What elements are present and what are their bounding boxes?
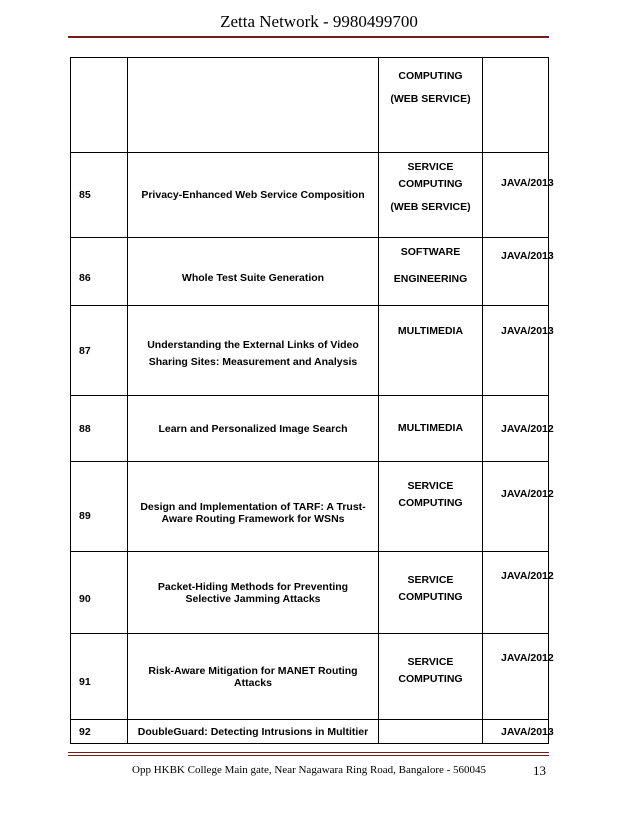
project-domain	[379, 306, 483, 396]
project-tech: JAVA/2013	[483, 153, 549, 238]
domain-line: SOFTWARE	[400, 246, 461, 258]
project-number: 91	[71, 634, 128, 720]
domain-line: ENGINEERING	[393, 273, 468, 285]
project-title: Privacy-Enhanced Web Service Composition	[128, 153, 379, 238]
project-tech: JAVA/2012	[483, 396, 549, 462]
project-domain	[379, 552, 483, 634]
project-number: 86	[71, 238, 128, 306]
project-title: Design and Implementation of TARF: A Trust-Aware Routing Framework for WSNs	[128, 462, 379, 552]
domain-line: COMPUTING	[398, 673, 463, 685]
table-row	[71, 634, 549, 720]
project-table	[70, 57, 554, 744]
project-domain	[379, 720, 483, 744]
project-number: 89	[71, 462, 128, 552]
table-row	[71, 238, 549, 306]
project-tech: JAVA/2012	[483, 634, 549, 720]
project-domain	[379, 396, 483, 462]
project-domain	[379, 238, 483, 306]
project-number: 88	[71, 396, 128, 462]
project-title: Whole Test Suite Generation	[128, 238, 379, 306]
domain-line: COMPUTING	[398, 70, 463, 82]
project-number: 87	[71, 306, 128, 396]
footer-rule	[68, 752, 549, 756]
table-row	[71, 306, 549, 396]
project-number: 90	[71, 552, 128, 634]
project-tech: JAVA/2012	[483, 552, 549, 634]
table-row	[71, 153, 549, 238]
domain-line: COMPUTING	[398, 591, 463, 603]
domain-line: SERVICE	[407, 161, 454, 173]
project-tech: JAVA/2012	[483, 462, 549, 552]
footer-address: Opp HKBK College Main gate, Near Nagawara Ring Road, Bangalore - 560045	[132, 764, 487, 776]
domain-line: SERVICE	[407, 656, 454, 668]
project-tech: JAVA/2013	[483, 720, 549, 744]
domain-line: SERVICE	[407, 480, 454, 492]
domain-line: COMPUTING	[398, 178, 463, 190]
table-row	[71, 396, 549, 462]
domain-line: (WEB SERVICE)	[390, 93, 471, 105]
page-number: 13	[533, 763, 546, 778]
page-header: Zetta Network - 9980499700	[220, 12, 418, 31]
project-title	[128, 306, 379, 396]
header-rule	[68, 36, 549, 38]
project-tech	[483, 58, 549, 153]
domain-line: SERVICE	[407, 574, 454, 586]
table-row	[71, 462, 549, 552]
project-title: Risk-Aware Mitigation for MANET Routing Attacks	[128, 634, 379, 720]
project-domain	[379, 462, 483, 552]
table-row	[71, 552, 549, 634]
project-title: Learn and Personalized Image Search	[128, 396, 379, 462]
domain-line: MULTIMEDIA	[397, 325, 464, 337]
title-text: Understanding the External Links of Video Sharing Sites: Measurement and Analysis	[147, 338, 359, 368]
project-number	[71, 58, 128, 153]
domain-line: (WEB SERVICE)	[390, 201, 471, 213]
table-row	[71, 720, 549, 744]
project-number: 85	[71, 153, 128, 238]
project-title: DoubleGuard: Detecting Intrusions in Multitier	[128, 720, 379, 744]
project-title	[128, 58, 379, 153]
project-domain	[379, 153, 483, 238]
project-tech: JAVA/2013	[483, 238, 549, 306]
project-domain	[379, 634, 483, 720]
project-domain	[379, 58, 483, 153]
project-number: 92	[71, 720, 128, 744]
domain-line: COMPUTING	[398, 497, 463, 509]
domain-line: MULTIMEDIA	[397, 422, 464, 434]
project-title: Packet-Hiding Methods for Preventing Selective Jamming Attacks	[128, 552, 379, 634]
project-tech: JAVA/2013	[483, 306, 549, 396]
table-row	[71, 58, 549, 153]
